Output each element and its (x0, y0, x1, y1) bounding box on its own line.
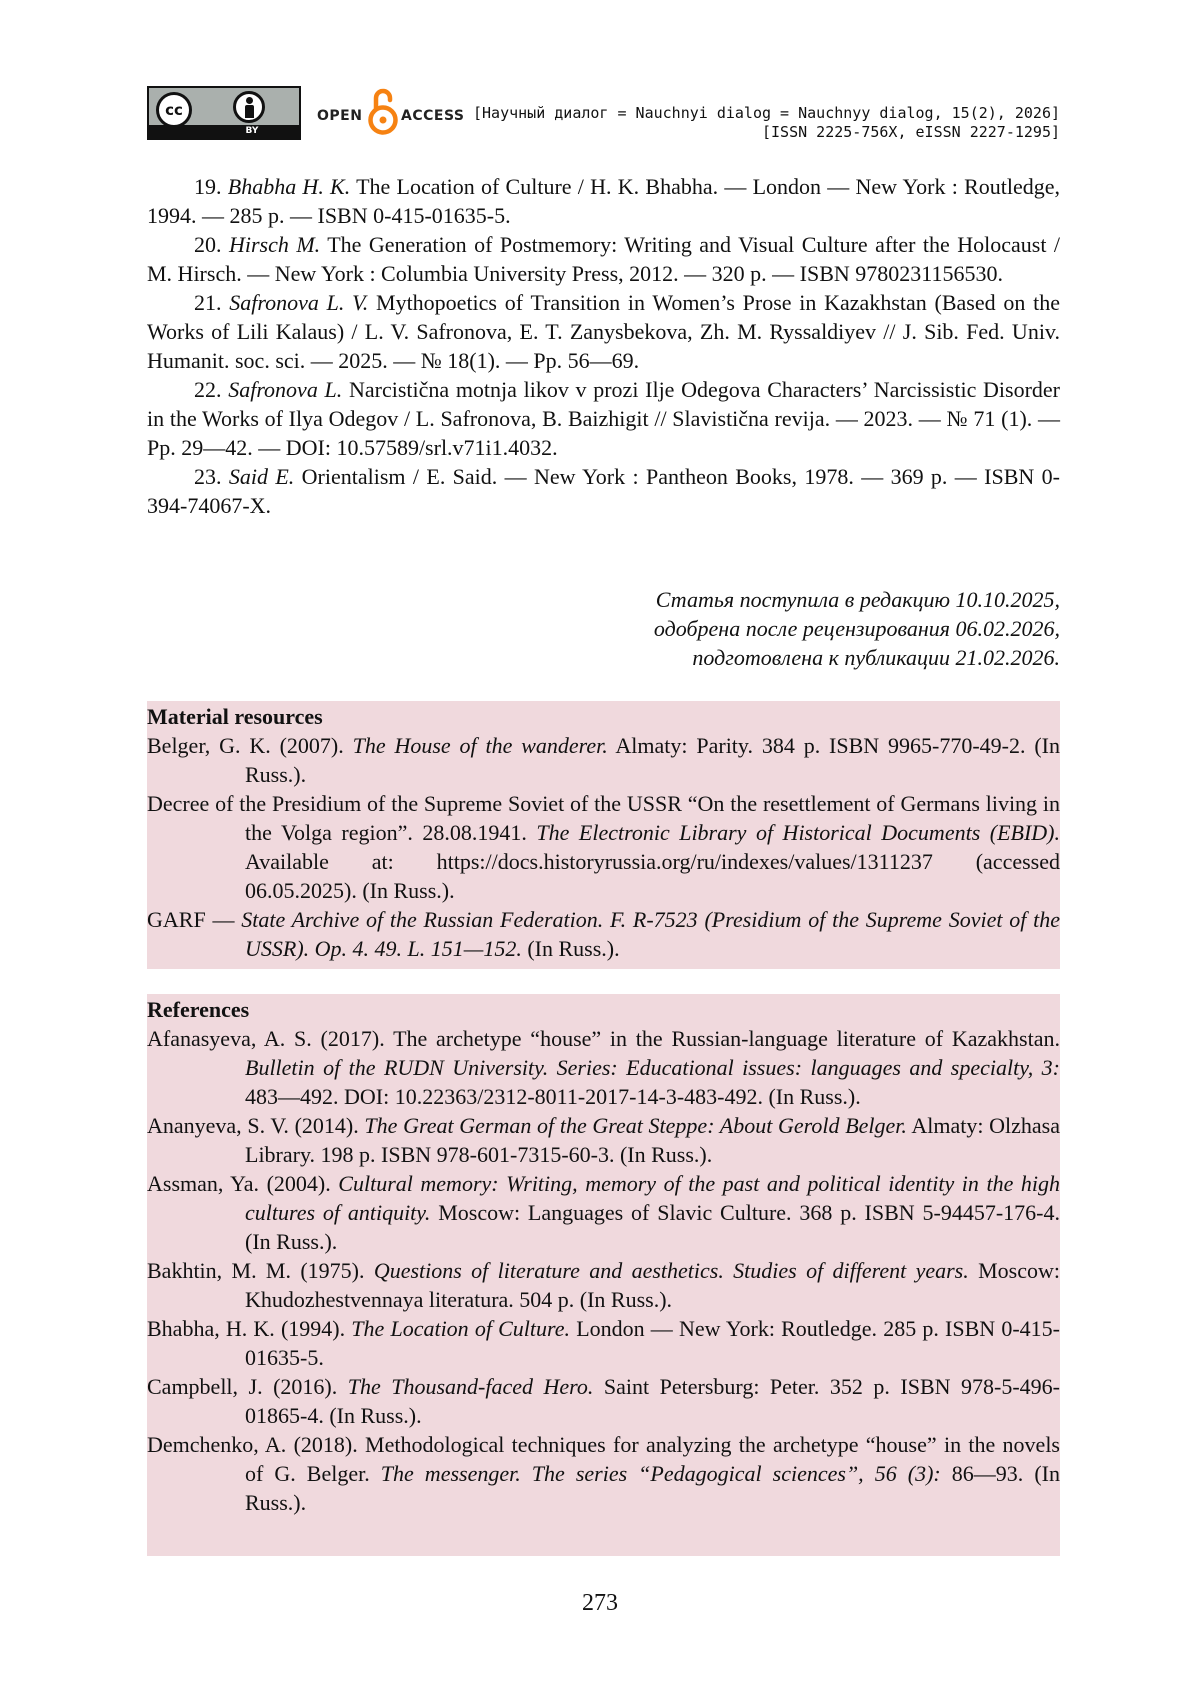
license-by-label: BY (245, 126, 259, 136)
material-resources-title: Material resources (147, 704, 323, 729)
prepared-line: подготовлена к публикации 21.02.2026. (692, 645, 1060, 670)
material-item: GARF — State Archive of the Russian Federation. F. R-7523 (Presidium of the Supreme Soviet of the USSR). Op. 4. 49. L. 151—152. (In Russ.). (147, 907, 1060, 961)
reference-entry: Demchenko, A. (2018). Methodological techniques for analyzing the archetype “house” in the novels of G. Belger. The messenger. The series “Pedagogical sciences”, 56 (3): 86—93. (In Russ.). (147, 1432, 1060, 1515)
cc-icon: cc (156, 92, 192, 128)
journal-citation (473, 104, 1060, 142)
reference-entry: Campbell, J. (2016). The Thousand-faced Hero. Saint Petersburg: Peter. 352 p. ISBN 978-5-496-01865-4. (In Russ.). (147, 1374, 1060, 1428)
open-access-logo (317, 86, 467, 146)
references-title: References (147, 997, 250, 1022)
material-item: Belger, G. K. (2007). The House of the wanderer. Almaty: Parity. 384 p. ISBN 9965-770-49-2. (In Russ.). (147, 733, 1060, 787)
journal-line-1: [Научный диалог = Nauchnyi dialog = Nauchnyy dialog, 15(2), 2026] (473, 104, 1060, 122)
oa-open-label: OPEN (317, 108, 363, 124)
page-header (147, 86, 1060, 146)
reference-item: 23. Said E. Orientalism / E. Said. — New York : Pantheon Books, 1978. — 369 p. — ISBN 0-394-74067-X. (147, 464, 1060, 518)
reference-entry: Bhabha, H. K. (1994). The Location of Culture. London — New York: Routledge. 285 p. ISBN 0-415-01635-5. (147, 1316, 1060, 1370)
approved-line: одобрена после рецензирования 06.02.2026, (653, 616, 1060, 641)
open-lock-icon (367, 86, 399, 136)
reference-item: 22. Safronova L. Narcistična motnja likov v prozi Ilje Odegova Characters’ Narcissistic Disorder in the Works of Ilya Odegov / L. Safronova, B. Baizhigit // Slavistična revija. — 2023. — № 71 (1). — Pp. 29—42. — DOI: 10.57589/srl.v71i1.4032. (147, 377, 1061, 460)
reference-item: 21. Safronova L. V. Mythopoetics of Transition in Women’s Prose in Kazakhstan (Based on the Works of Lili Kalaus) / L. V. Safronova, E. T. Zanysbekova, Zh. M. Ryssaldiyev // J. Sib. Fed. Univ. Humanit. soc. sci. — 2025. — № 18(1). — Pp. 56—69. (147, 290, 1061, 373)
cc-by-license-badge (147, 86, 301, 140)
reference-item: 20. Hirsch M. The Generation of Postmemory: Writing and Visual Culture after the Holocaust / M. Hirsch. — New York : Columbia University Press, 2012. — 320 p. — ISBN 9780231156530. (147, 232, 1061, 286)
journal-line-2: [ISSN 2225-756X, eISSN 2227-1295] (761, 123, 1060, 141)
reference-entry: Afanasyeva, A. S. (2017). The archetype “house” in the Russian-language literature of Kazakhstan. Bulletin of the RUDN University. Series: Educational issues: languages and specialty, 3: 483—492. DOI: 10.22363/2312-8011-2017-14-3-483-492. (In Russ.). (147, 1026, 1060, 1109)
attribution-person-icon (233, 91, 265, 123)
material-resources-section (147, 701, 1060, 969)
reference-entry: Bakhtin, M. M. (1975). Questions of literature and aesthetics. Studies of different years. Moscow: Khudozhestvennaya literatura. 504 p. (In Russ.). (147, 1258, 1060, 1312)
russian-reference-list (147, 172, 1060, 520)
material-item: Decree of the Presidium of the Supreme Soviet of the USSR “On the resettlement of Germans living in the Volga region”. 28.08.1941. The Electronic Library of Historical Documents (EBID). Available at: https://docs.historyrussia.org/ru/indexes/values/1311237 (accessed 06.05.2025). (In Russ.). (147, 791, 1060, 903)
received-line: Статья поступила в редакцию 10.10.2025, (655, 587, 1060, 612)
reference-item: 19. Bhabha H. K. The Location of Culture / H. K. Bhabha. — London — New York : Routledge, 1994. — 285 p. — ISBN 0-415-01635-5. (147, 174, 1061, 228)
page-number: 273 (582, 1590, 618, 1616)
references-section (147, 994, 1060, 1556)
reference-entry: Ananyeva, S. V. (2014). The Great German of the Great Steppe: About Gerold Belger. Almaty: Olzhasa Library. 198 p. ISBN 978-601-7315-60-3. (In Russ.). (147, 1113, 1060, 1167)
reference-entry: Assman, Ya. (2004). Cultural memory: Writing, memory of the past and political identity in the high cultures of antiquity. Moscow: Languages of Slavic Culture. 368 p. ISBN 5-94457-176-4. (In Russ.). (147, 1171, 1060, 1254)
article-received-dates (147, 585, 1060, 672)
oa-access-label: ACCESS (401, 108, 465, 124)
